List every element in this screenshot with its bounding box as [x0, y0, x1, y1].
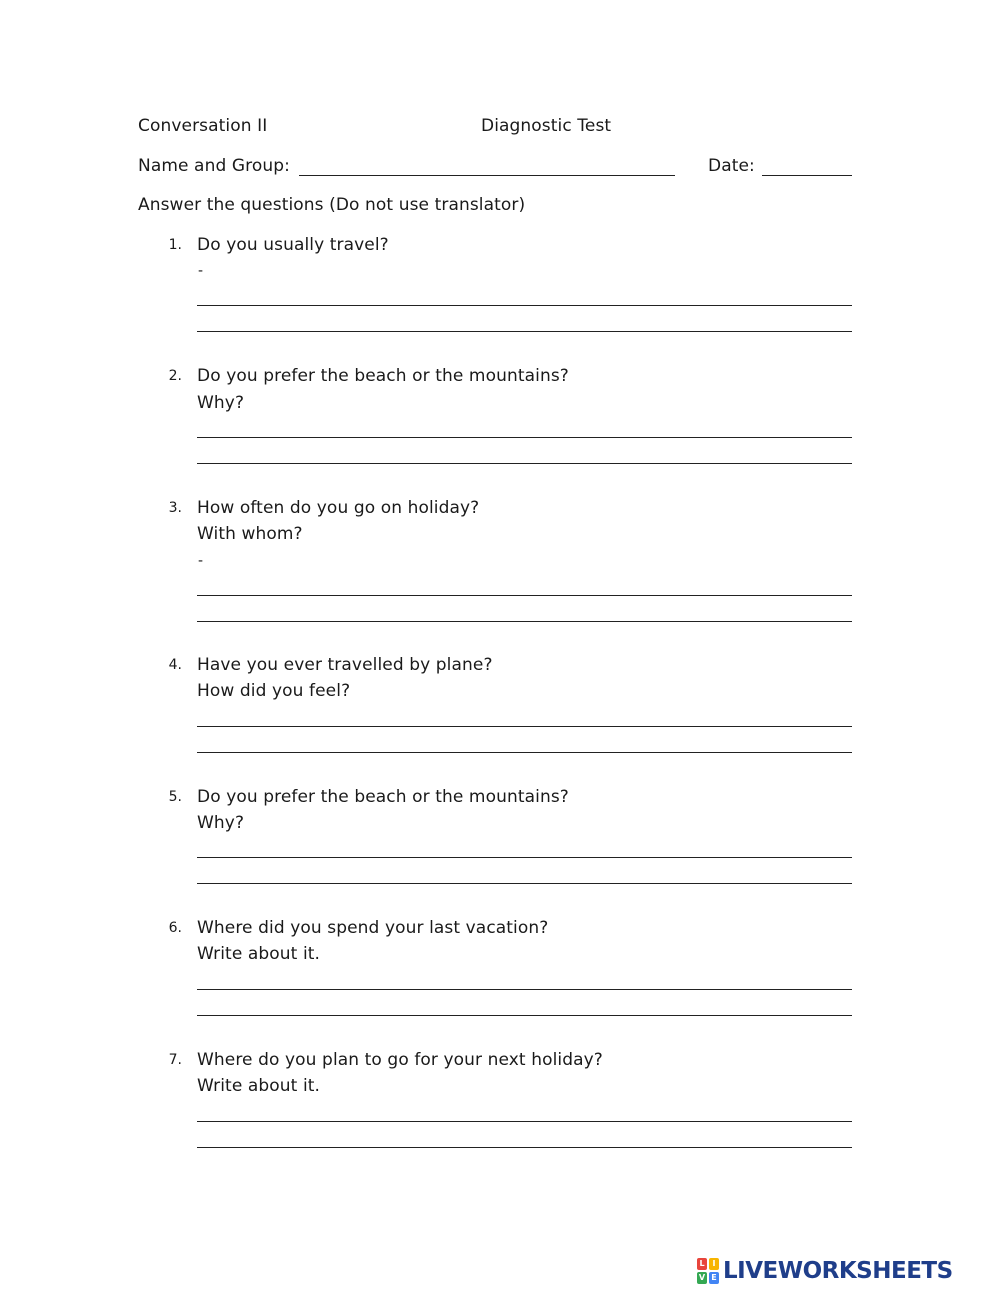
date-field[interactable] [762, 175, 852, 176]
name-group-field[interactable] [299, 175, 675, 176]
answer-line[interactable] [197, 331, 852, 332]
logo-letter: I [709, 1258, 719, 1270]
question-number: 4. [168, 657, 182, 673]
course-title: Conversation II [138, 116, 268, 136]
answer-line[interactable] [197, 1015, 852, 1016]
answer-line[interactable] [197, 595, 852, 596]
test-title: Diagnostic Test [481, 116, 612, 136]
answer-line[interactable] [197, 305, 852, 306]
question-subtext: How did you feel? [197, 681, 351, 701]
answer-line[interactable] [197, 1147, 852, 1148]
question-subtext: Write about it. [197, 1076, 321, 1096]
answer-line[interactable] [197, 621, 852, 622]
brand-name: LIVEWORKSHEETS [723, 1258, 953, 1284]
question-text: Where did you spend your last vacation? [197, 918, 549, 938]
answer-line[interactable] [197, 857, 852, 858]
question-text: Do you prefer the beach or the mountains? [197, 787, 569, 807]
question-text: Do you usually travel? [197, 235, 389, 255]
question-text: Have you ever travelled by plane? [197, 655, 493, 675]
date-label: Date: [708, 156, 755, 176]
question-number: 5. [168, 789, 182, 805]
answer-line[interactable] [197, 883, 852, 884]
question-number: 2. [168, 368, 182, 384]
answer-line[interactable] [197, 726, 852, 727]
logo-letter: E [709, 1272, 719, 1284]
instructions: Answer the questions (Do not use translator) [138, 195, 526, 215]
name-group-label: Name and Group: [138, 156, 290, 176]
answer-line[interactable] [197, 989, 852, 990]
question-number: 3. [168, 500, 182, 516]
question-number: 7. [168, 1052, 182, 1068]
answer-bullet: - [198, 553, 204, 569]
question-subtext: With whom? [197, 524, 303, 544]
question-text: Where do you plan to go for your next holiday? [197, 1050, 603, 1070]
logo-letter: V [698, 1273, 706, 1282]
answer-line[interactable] [197, 1121, 852, 1122]
liveworksheets-mark-icon [697, 1258, 719, 1284]
question-subtext: Write about it. [197, 944, 321, 964]
answer-line[interactable] [197, 463, 852, 464]
question-number: 6. [168, 920, 182, 936]
liveworksheets-logo [697, 1255, 953, 1287]
question-number: 1. [168, 237, 182, 253]
question-subtext: Why? [197, 813, 245, 833]
question-subtext: Why? [197, 393, 245, 413]
answer-line[interactable] [197, 752, 852, 753]
logo-letter: L [697, 1258, 707, 1270]
question-text: Do you prefer the beach or the mountains? [197, 366, 569, 386]
answer-bullet: - [198, 263, 204, 279]
question-text: How often do you go on holiday? [197, 498, 480, 518]
answer-line[interactable] [197, 437, 852, 438]
